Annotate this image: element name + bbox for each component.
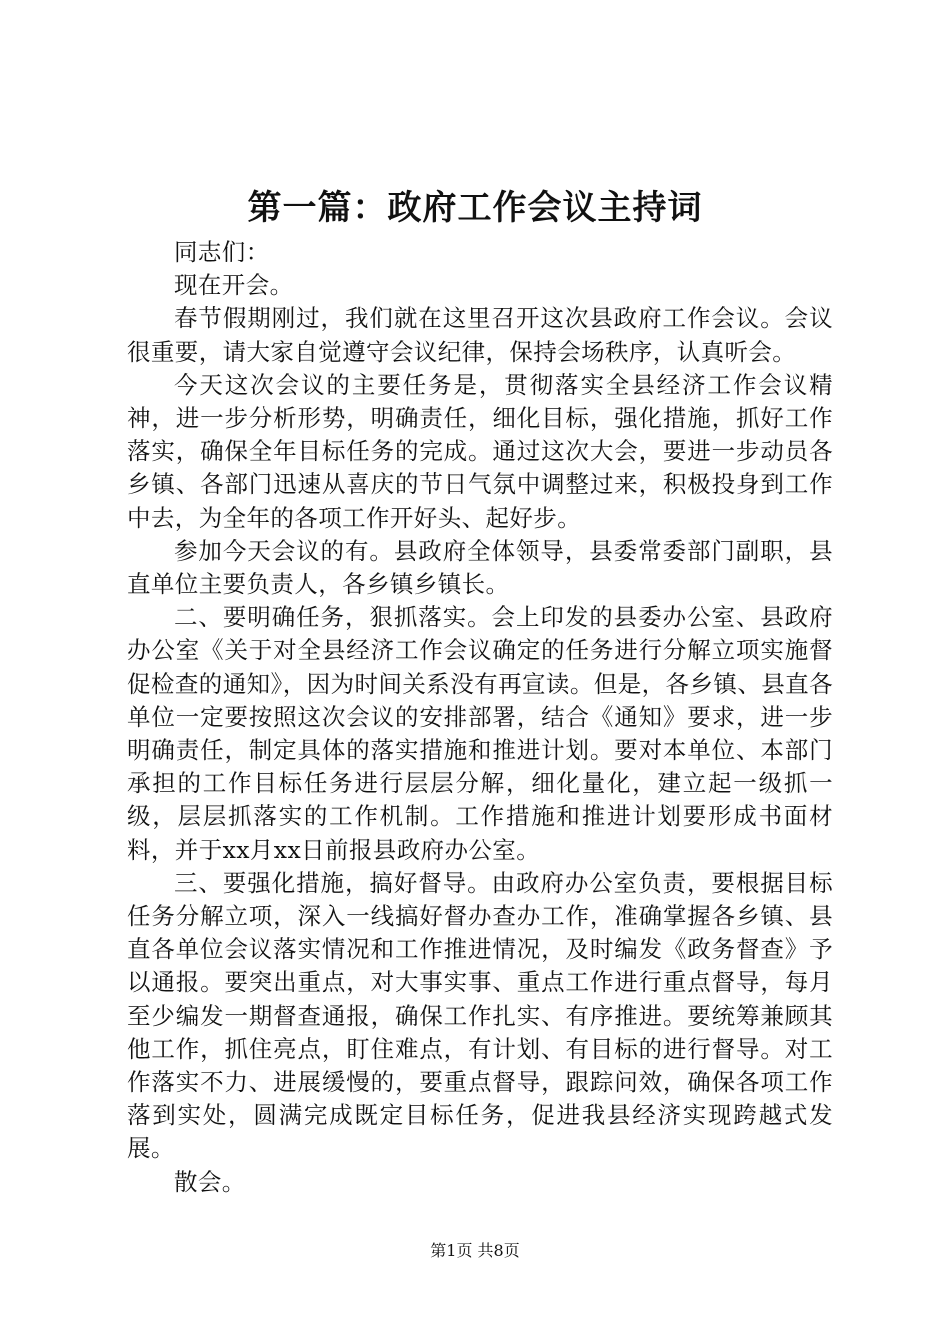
paragraph-opening: 现在开会。 [174, 271, 294, 300]
paragraph-section-three: 三、要强化措施，搞好督导。由政府办公室负责，要根据目标任务分解立项，深入一线搞好督办查办工作，准确掌握各乡镇、县直各单位会议落实情况和工作推进情况，及时编发《政务督查》予以通报。要突出重点，对大事实事、重点工作进行重点督导，每月至少编发一期督查通报，确保工作扎实、有序推进。要统筹兼顾其他工作，抓住亮点，盯住难点，有计划、有目标的进行督导。对工作落实不力、进展缓慢的，要重点督导，跟踪问效，确保各项工作落到实处，圆满完成既定目标任务，促进我县经济实现跨越式发展。 [127, 868, 833, 1163]
paragraph-closing: 散会。 [174, 1167, 246, 1196]
paragraph-attendees: 参加今天会议的有。县政府全体领导，县委常委部门副职，县直单位主要负责人，各乡镇乡镇长。 [127, 536, 833, 599]
paragraph-section-two: 二、要明确任务，狠抓落实。会上印发的县委办公室、县政府办公室《关于对全县经济工作会议确定的任务进行分解立项实施督促检查的通知》，因为时间关系没有再宣读。但是，各乡镇、县直各单位一定要按照这次会议的安排部署，结合《通知》要求，进一步明确责任，制定具体的落实措施和推进计划。要对本单位、本部门承担的工作目标任务进行层层分解，细化量化，建立起一级抓一级，层层抓落实的工作机制。工作措施和推进计划要形成书面材料，并于xx月xx日前报县政府办公室。 [127, 603, 833, 864]
page-indicator: 第1页 共8页 [430, 1241, 520, 1260]
document-title: 第一篇：政府工作会议主持词 [247, 188, 703, 228]
paragraph-salutation: 同志们： [174, 238, 270, 266]
paragraph-main-task: 今天这次会议的主要任务是，贯彻落实全县经济工作会议精神，进一步分析形势，明确责任，细化目标，强化措施，抓好工作落实，确保全年目标任务的完成。通过这次大会，要进一步动员各乡镇、各部门迅速从喜庆的节日气氛中调整过来，积极投身到工作中去，为全年的各项工作开好头、起好步。 [127, 370, 833, 532]
paragraph-introduction: 春节假期刚过，我们就在这里召开这次县政府工作会议。会议很重要，请大家自觉遵守会议纪律，保持会场秩序，认真听会。 [127, 304, 833, 366]
document-body [127, 236, 833, 1199]
